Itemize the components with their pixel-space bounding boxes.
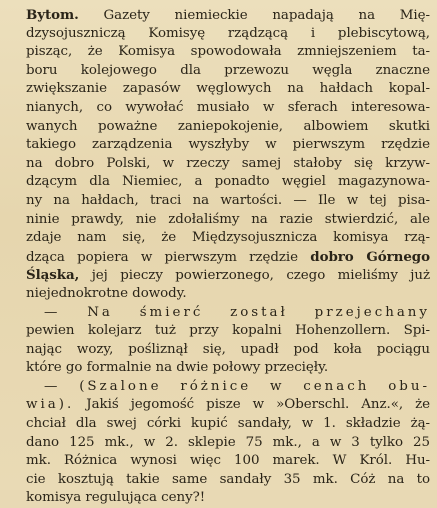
headline-prices: — (Szalone różnice w cenach obu- — [44, 378, 430, 394]
text-line: nianych, co wywołać musiało w sferach interesowa- — [26, 99, 430, 115]
text-line: pewien kolejarz tuż przy kopalni Hohenzollern. Spi- — [26, 323, 430, 339]
text-line: ninie prawdy, nie zdołaliśmy na razie stwierdzić, ale — [26, 211, 430, 227]
text-line: komisya regulująca ceny?! — [26, 490, 206, 506]
text-line: takiego zarządzenia wyszłyby w pierwszym rzędzie — [26, 137, 430, 153]
text-line: zwiększanie zapasów węglowych na hałdach kopal- — [26, 81, 430, 97]
article-accident — [8, 304, 430, 378]
text-line: Bytom. Gazety niemieckie napadają na Mię- — [26, 7, 430, 23]
text-line: dano 125 mk., w 2. sklepie 75 mk., a w 3 tylko 25 — [26, 434, 430, 450]
text-line: dzysojuszniczą Komisyę rządzącą i plebiscytową, — [26, 25, 430, 41]
text-line: cie kosztują takie same sandały 35 mk. Cóż na to — [26, 471, 430, 487]
text-line: dząca popiera w pierwszym rzędzie dobro Górnego — [26, 248, 430, 265]
text-line: ny na hałdach, traci na wartości. — Ile w tej pisa- — [26, 192, 430, 208]
article-prices — [8, 378, 430, 508]
text-line: które go formalnie na dwie połowy przecięły. — [26, 360, 329, 376]
text-line: boru kolejowego dla przewozu węgla znaczne — [26, 62, 430, 78]
article-bytom — [8, 6, 430, 304]
text-line: wanych poważne zaniepokojenie, albowiem skutki — [26, 118, 430, 134]
text-line: chciał dla swej córki kupić sandały, w 1. składzie żą- — [26, 416, 430, 432]
text-line: na dobro Polski, w rzeczy samej stałoby się krzyw- — [26, 155, 430, 171]
dateline-bytom: Bytom. — [26, 7, 79, 23]
text-line: zdaje nam się, że Międzysojusznicza komisya rzą- — [26, 230, 430, 246]
text-line: mk. Różnica wynosi więc 100 marek. W Król. Hu- — [26, 453, 430, 469]
text-line: nając wozy, pośliznął się, upadł pod koła pociągu — [26, 341, 430, 357]
text-line: wia). Jakiś jegomość pisze w »Oberschl. Anz.«, że — [26, 397, 430, 413]
text-line: pisząc, że Komisya spowodowała zmniejszeniem ta- — [26, 44, 430, 60]
headline-accident: — Na śmierć został przejechany — [44, 304, 430, 320]
text-line: niejednokrotne dowody. — [26, 285, 187, 301]
text-line: dzącym dla Niemiec, a ponadto węgiel magazynowa- — [26, 174, 430, 190]
text-line: Śląska, jej pieczy powierzonego, czego mieliśmy już — [26, 267, 430, 284]
